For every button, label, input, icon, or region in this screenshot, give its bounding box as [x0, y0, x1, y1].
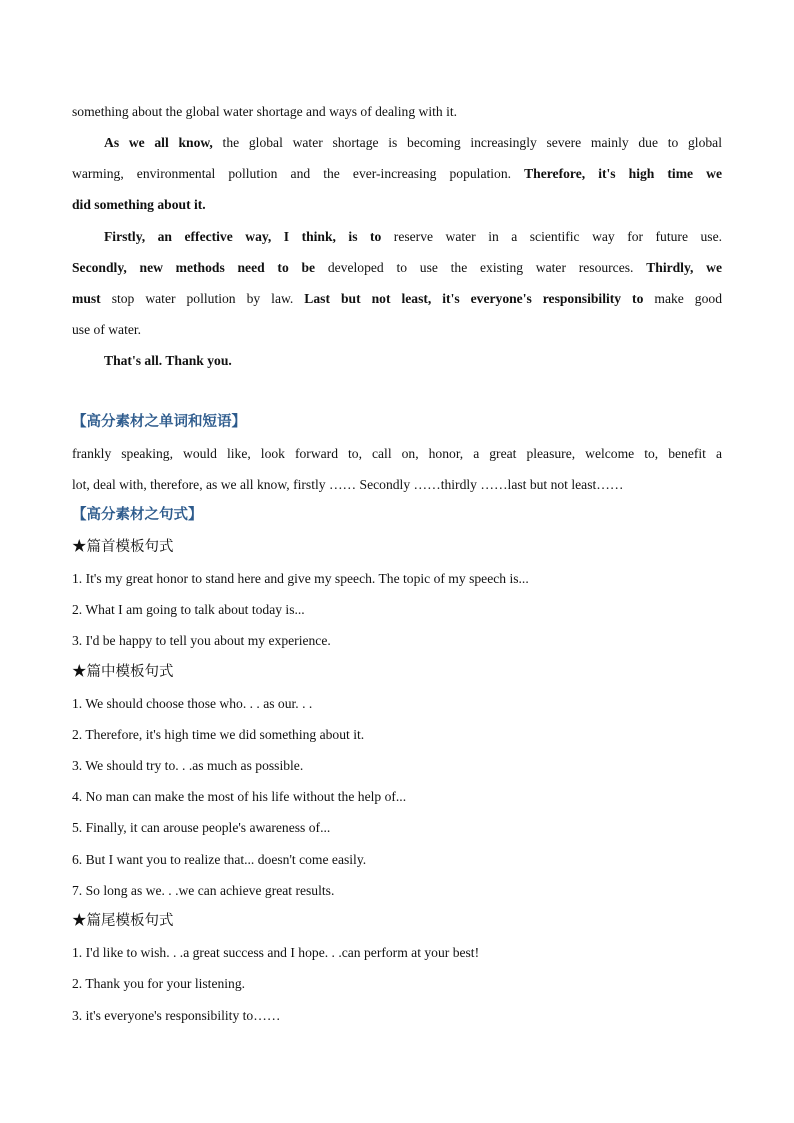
list-item: 4. No man can make the most of his life without the help of... [72, 789, 407, 804]
speech-p3-line-4: use of water. [72, 322, 142, 337]
speech-p2-line-1: As we all know, the global water shortage is becoming increasingly severe mainly due to global [104, 135, 722, 150]
speech-p2-line-3 [72, 189, 722, 220]
list-item: 1. We should choose those who. . . as our. . . [72, 696, 313, 711]
vocab-line-2: lot, deal with, therefore, as we all know, firstly …… Secondly ……thirdly ……last but not least…… [72, 477, 624, 492]
bold-phrase: did something about it. [72, 197, 206, 212]
speech-p2-line-2: warming, environmental pollution and the ever-increasing population. Therefore, it's high time we [72, 166, 722, 181]
list-item: 1. It's my great honor to stand here and give my speech. The topic of my speech is... [72, 571, 529, 586]
section-title-ending: ★篇尾模板句式 [72, 913, 174, 929]
list-item: 3. it's everyone's responsibility to…… [72, 1008, 281, 1023]
speech-p3-line-2: Secondly, new methods need to be developed to use the existing water resources. Thirdly, we [72, 260, 723, 275]
bold-phrase: must [72, 291, 101, 306]
list-item: 2. Therefore, it's high time we did something about it. [72, 727, 365, 742]
bold-phrase: Last but not least, it's everyone's responsibility to [304, 291, 644, 306]
list-item: 7. So long as we. . .we can achieve great results. [72, 883, 335, 898]
list-item: 3. We should try to. . .as much as possible. [72, 758, 304, 773]
speech-closing: That's all. Thank you. [104, 353, 232, 368]
vocab-line-1: frankly speaking, would like, look forward to, call on, honor, a great pleasure, welcome to, benefit a [72, 446, 722, 461]
section-title-middle: ★篇中模板句式 [72, 664, 174, 680]
bold-phrase: Thirdly, we [646, 260, 723, 275]
speech-p3-line-3: must stop water pollution by law. Last but not least, it's everyone's responsibility to make good [72, 291, 722, 306]
bold-phrase: Firstly, an effective way, I think, is to [104, 229, 382, 244]
list-item: 2. Thank you for your listening. [72, 976, 246, 991]
bold-phrase: As we all know, [104, 135, 213, 150]
bold-phrase: Secondly, new methods need to be [72, 260, 316, 275]
list-item: 1. I'd like to wish. . .a great success and I hope. . .can perform at your best! [72, 945, 480, 960]
list-item: 6. But I want you to realize that... doesn't come easily. [72, 852, 367, 867]
speech-p3-line-1: Firstly, an effective way, I think, is to reserve water in a scientific way for future use. [104, 229, 722, 244]
bold-phrase: Therefore, it's high time we [524, 166, 722, 181]
sentences-heading: 【高分素材之句式】 [72, 507, 203, 523]
list-item: 5. Finally, it can arouse people's awareness of... [72, 820, 331, 835]
vocab-heading: 【高分素材之单词和短语】 [72, 414, 246, 430]
section-title-opening: ★篇首模板句式 [72, 539, 174, 555]
list-item: 2. What I am going to talk about today is... [72, 602, 305, 617]
list-item: 3. I'd be happy to tell you about my experience. [72, 633, 331, 648]
speech-line-1: something about the global water shortage and ways of dealing with it. [72, 104, 458, 119]
